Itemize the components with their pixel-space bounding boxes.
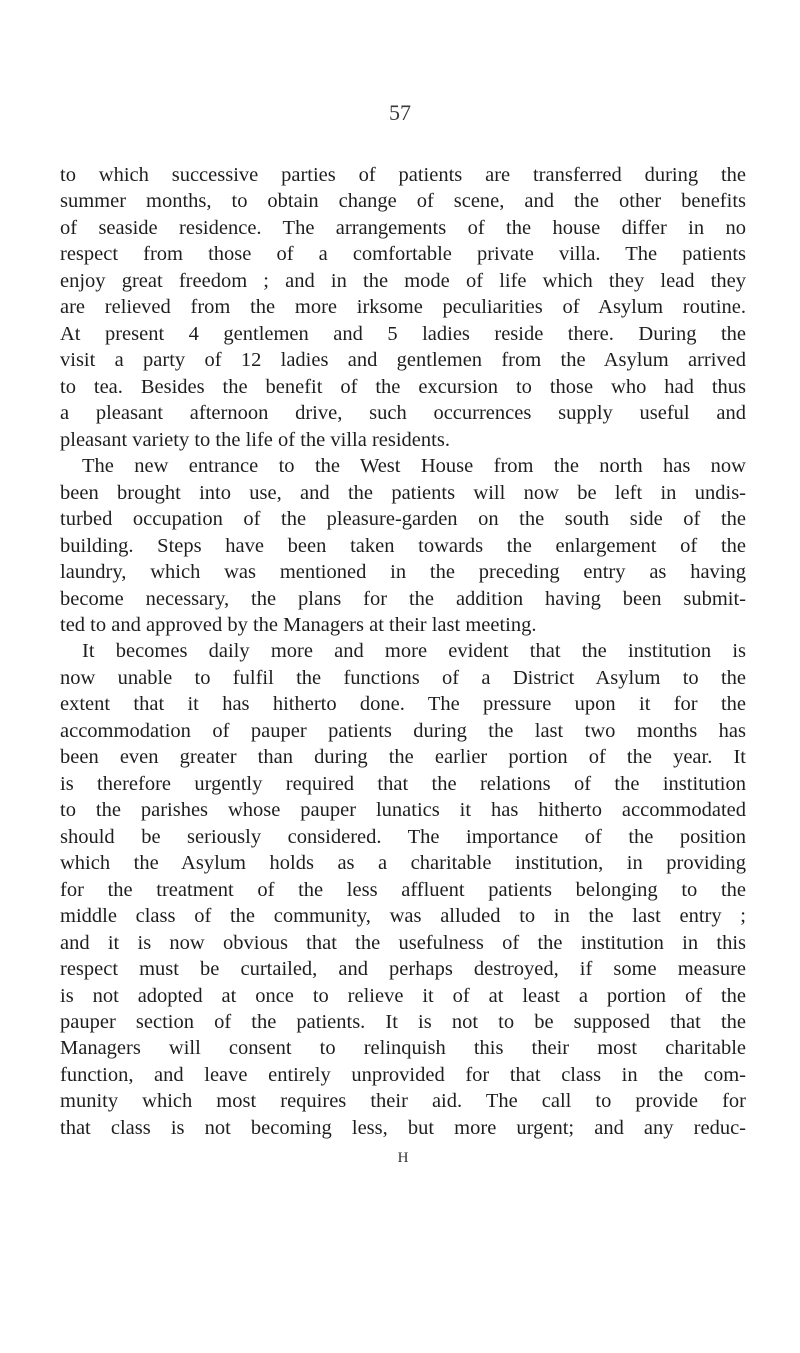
text-line: is not adopted at once to relieve it of at least a portion of the <box>60 984 746 1007</box>
body-text <box>60 162 746 1141</box>
text-line: and it is now obvious that the usefulness of the institution in this <box>60 931 746 954</box>
text-line: respect from those of a comfortable private villa. The patients <box>60 243 746 266</box>
text-line: a pleasant afternoon drive, such occurrences supply useful and <box>60 402 746 425</box>
text-line: respect must be curtailed, and perhaps destroyed, if some measure <box>60 958 746 981</box>
paragraph-start-line: It becomes daily more and more evident that the institution is <box>82 640 746 663</box>
text-line: turbed occupation of the pleasure-garden on the south side of the <box>60 508 746 531</box>
text-line: summer months, to obtain change of scene, and the other benefits <box>60 190 746 213</box>
text-line: pleasant variety to the life of the villa residents. <box>60 428 450 451</box>
text-line: which the Asylum holds as a charitable institution, in providing <box>60 852 746 875</box>
text-line: of seaside residence. The arrangements of the house differ in no <box>60 216 746 239</box>
signature-mark: H <box>397 1150 409 1166</box>
text-line: are relieved from the more irksome peculiarities of Asylum routine. <box>60 296 746 319</box>
text-line: been even greater than during the earlier portion of the year. It <box>60 746 746 769</box>
text-line: ted to and approved by the Managers at their last meeting. <box>60 613 537 636</box>
text-line: laundry, which was mentioned in the preceding entry as having <box>60 561 746 584</box>
text-line: munity which most requires their aid. The call to provide for <box>60 1090 746 1113</box>
text-line: become necessary, the plans for the addition having been submit- <box>60 587 746 610</box>
text-line: middle class of the community, was alluded to in the last entry ; <box>60 905 746 928</box>
text-line: to which successive parties of patients are transferred during the <box>60 164 746 186</box>
text-line: for the treatment of the less affluent patients belonging to the <box>60 878 746 901</box>
text-line: visit a party of 12 ladies and gentlemen from the Asylum arrived <box>60 349 746 372</box>
text-line: now unable to fulfil the functions of a District Asylum to the <box>60 666 746 689</box>
text-line: to the parishes whose pauper lunatics it has hitherto accommodated <box>60 799 746 822</box>
text-line: At present 4 gentlemen and 5 ladies reside there. During the <box>60 322 746 345</box>
text-line: pauper section of the patients. It is not to be supposed that the <box>60 1011 746 1033</box>
page-number: 57 <box>389 100 411 125</box>
text-line: Managers will consent to relinquish this their most charitable <box>60 1037 746 1060</box>
text-line: is therefore urgently required that the relations of the institution <box>60 772 746 795</box>
text-line: to tea. Besides the benefit of the excursion to those who had thus <box>60 375 746 398</box>
text-line: extent that it has hitherto done. The pressure upon it for the <box>60 693 746 716</box>
paragraph-start-line: The new entrance to the West House from the north has now <box>82 455 746 478</box>
text-line: that class is not becoming less, but more urgent; and any reduc- <box>60 1116 746 1139</box>
text-line: building. Steps have been taken towards the enlargement of the <box>60 534 746 557</box>
text-line: accommodation of pauper patients during the last two months has <box>60 719 746 742</box>
text-line: function, and leave entirely unprovided for that class in the com- <box>60 1063 746 1086</box>
text-line: should be seriously considered. The importance of the position <box>60 825 746 848</box>
text-line: been brought into use, and the patients will now be left in undis- <box>60 481 746 504</box>
text-line: enjoy great freedom ; and in the mode of life which they lead they <box>60 269 746 292</box>
